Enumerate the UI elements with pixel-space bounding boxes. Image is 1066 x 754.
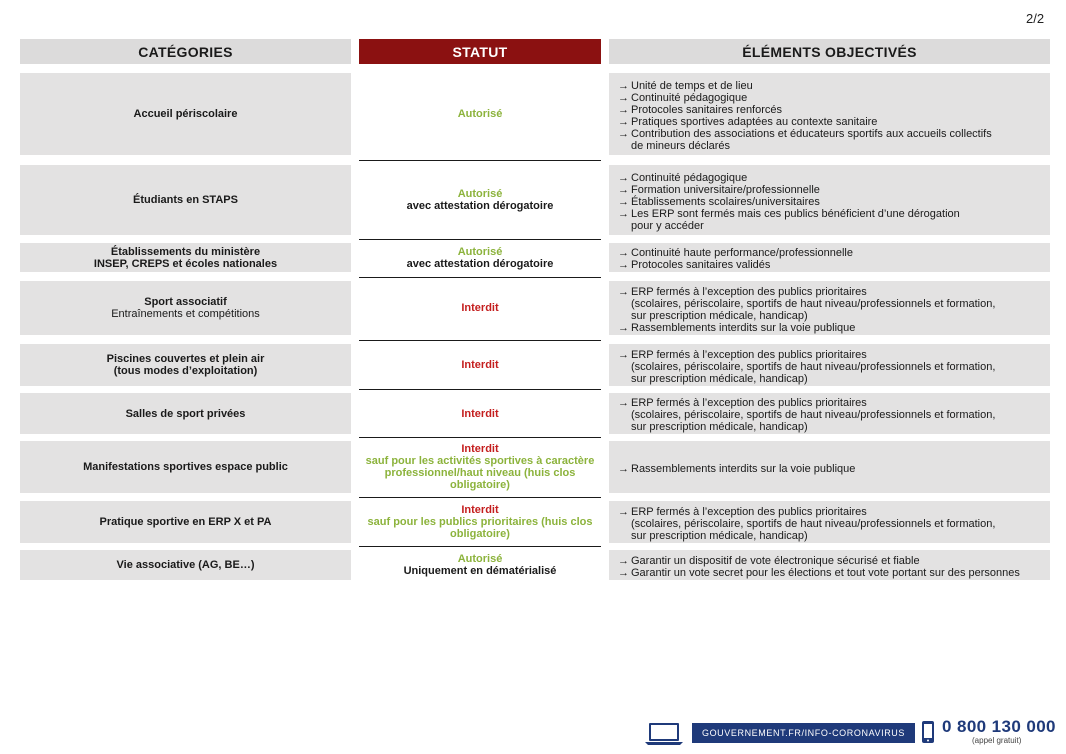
category-cell bbox=[20, 281, 351, 335]
category-label: Accueil périscolaire bbox=[133, 108, 238, 120]
header-elements: ÉLÉMENTS OBJECTIVÉS bbox=[609, 39, 1050, 64]
category-cell bbox=[20, 243, 351, 272]
footer-phone-note: (appel gratuit) bbox=[972, 736, 1022, 745]
category-label: Salles de sport privées bbox=[125, 407, 246, 420]
footer-phone-number: 0 800 130 000 bbox=[942, 717, 1056, 736]
element-text: Les ERP sont fermés mais ces publics bénéficient d’une dérogation bbox=[631, 207, 960, 220]
status-cell bbox=[359, 344, 601, 386]
status-text: Interdit bbox=[461, 504, 499, 516]
elements-cell bbox=[609, 165, 1050, 235]
element-item bbox=[618, 555, 1046, 567]
category-label: (tous modes d’exploitation) bbox=[113, 365, 258, 377]
category-label: Établissements du ministère bbox=[110, 245, 261, 258]
row-divider bbox=[359, 340, 601, 341]
row-divider bbox=[359, 389, 601, 390]
status-text: Autorisé bbox=[457, 245, 503, 258]
category-label: Sport associatif bbox=[144, 296, 227, 308]
status-cell bbox=[359, 393, 601, 434]
category-label: Piscines couvertes et plein air bbox=[106, 353, 265, 365]
status-text: obligatoire) bbox=[450, 479, 510, 491]
row-divider bbox=[359, 160, 601, 161]
category-label: Manifestations sportives espace public bbox=[83, 461, 288, 473]
header-categories: CATÉGORIES bbox=[20, 39, 351, 64]
elements-cell bbox=[609, 393, 1050, 434]
element-text: Établissements scolaires/universitaires bbox=[631, 195, 820, 208]
status-text: sauf pour les publics prioritaires (huis clos bbox=[367, 516, 593, 528]
element-text-continued: pour y accéder bbox=[631, 219, 704, 232]
status-cell bbox=[359, 501, 601, 543]
element-item bbox=[618, 286, 1046, 298]
element-text-continued: sur prescription médicale, handicap) bbox=[631, 421, 808, 433]
element-item bbox=[618, 349, 1046, 361]
element-text: ERP fermés à l’exception des publics prioritaires bbox=[631, 505, 867, 518]
page-number: 2/2 bbox=[1026, 11, 1045, 26]
element-text: Garantir un vote secret pour les élections et tout vote portant sur des personnes bbox=[631, 566, 1020, 579]
header-statut: STATUT bbox=[359, 39, 601, 64]
element-text-continued: (scolaires, périscolaire, sportifs de haut niveau/professionnels et formation, bbox=[631, 297, 996, 310]
element-text: Rassemblements interdits sur la voie publique bbox=[631, 321, 856, 334]
status-cell bbox=[359, 243, 601, 272]
elements-cell bbox=[609, 344, 1050, 386]
arrow-right-icon: → bbox=[618, 195, 629, 208]
status-text: Interdit bbox=[461, 443, 499, 455]
arrow-right-icon: → bbox=[618, 207, 629, 220]
category-label: Étudiants en STAPS bbox=[133, 194, 238, 206]
element-text: Unité de temps et de lieu bbox=[631, 79, 753, 92]
row-divider bbox=[359, 437, 601, 438]
element-item bbox=[618, 80, 1046, 92]
element-text-continued: (scolaires, périscolaire, sportifs de haut niveau/professionnels et formation, bbox=[631, 360, 996, 373]
element-item bbox=[618, 463, 1046, 475]
status-cell bbox=[359, 165, 601, 235]
element-text-continued: sur prescription médicale, handicap) bbox=[631, 529, 808, 542]
category-label: Vie associative (AG, BE…) bbox=[116, 559, 255, 571]
element-text: ERP fermés à l’exception des publics prioritaires bbox=[631, 397, 867, 409]
elements-cell bbox=[609, 501, 1050, 543]
status-text: avec attestation dérogatoire bbox=[406, 200, 554, 212]
row-divider bbox=[359, 497, 601, 498]
elements-cell bbox=[609, 73, 1050, 155]
elements-cell bbox=[609, 550, 1050, 580]
element-text-continued: sur prescription médicale, handicap) bbox=[631, 309, 808, 322]
status-text: Autorisé bbox=[457, 188, 503, 200]
element-item bbox=[618, 104, 1046, 116]
element-item bbox=[618, 116, 1046, 128]
status-text: Interdit bbox=[461, 359, 499, 371]
arrow-right-icon: → bbox=[618, 285, 629, 298]
arrow-right-icon: → bbox=[618, 554, 629, 567]
status-text: Interdit bbox=[461, 407, 499, 420]
element-text: ERP fermés à l’exception des publics prioritaires bbox=[631, 285, 867, 298]
row-divider bbox=[359, 546, 601, 547]
element-text: Protocoles sanitaires validés bbox=[631, 259, 771, 271]
elements-cell bbox=[609, 243, 1050, 272]
arrow-right-icon: → bbox=[618, 103, 629, 116]
status-text: Interdit bbox=[461, 302, 499, 314]
category-cell bbox=[20, 441, 351, 493]
status-text: professionnel/haut niveau (huis clos bbox=[384, 467, 576, 479]
element-text: Pratiques sportives adaptées au contexte sanitaire bbox=[631, 115, 878, 128]
elements-cell bbox=[609, 281, 1050, 335]
element-item bbox=[618, 397, 1046, 409]
element-text-continued: (scolaires, périscolaire, sportifs de haut niveau/professionnels et formation, bbox=[631, 517, 996, 530]
element-item bbox=[618, 247, 1046, 259]
arrow-right-icon: → bbox=[618, 397, 629, 409]
category-cell bbox=[20, 73, 351, 155]
elements-cell bbox=[609, 441, 1050, 493]
phone-icon bbox=[921, 720, 935, 744]
category-cell bbox=[20, 165, 351, 235]
element-item bbox=[618, 184, 1046, 196]
element-text: Garantir un dispositif de vote électronique sécurisé et fiable bbox=[631, 554, 920, 567]
status-text: Autorisé bbox=[457, 553, 503, 565]
arrow-right-icon: → bbox=[618, 321, 629, 334]
arrow-right-icon: → bbox=[618, 247, 629, 259]
element-text-continued: (scolaires, périscolaire, sportifs de haut niveau/professionnels et formation, bbox=[631, 409, 996, 421]
element-text: Continuité haute performance/professionnelle bbox=[631, 247, 853, 259]
arrow-right-icon: → bbox=[618, 462, 629, 475]
laptop-icon bbox=[644, 722, 684, 746]
arrow-right-icon: → bbox=[618, 348, 629, 361]
status-cell bbox=[359, 441, 601, 493]
element-text: Continuité pédagogique bbox=[631, 91, 748, 104]
status-text: Autorisé bbox=[457, 108, 503, 120]
element-item bbox=[618, 128, 1046, 140]
category-cell bbox=[20, 550, 351, 580]
element-item bbox=[618, 506, 1046, 518]
category-cell bbox=[20, 501, 351, 543]
arrow-right-icon: → bbox=[618, 505, 629, 518]
element-item bbox=[618, 208, 1046, 220]
arrow-right-icon: → bbox=[618, 127, 629, 140]
element-text: ERP fermés à l’exception des publics prioritaires bbox=[631, 348, 867, 361]
element-text: Rassemblements interdits sur la voie publique bbox=[631, 462, 856, 475]
element-item bbox=[618, 172, 1046, 184]
element-item bbox=[618, 567, 1046, 579]
row-divider bbox=[359, 277, 601, 278]
status-cell bbox=[359, 281, 601, 335]
status-text: Uniquement en dématérialisé bbox=[403, 565, 557, 577]
arrow-right-icon: → bbox=[618, 566, 629, 579]
category-sublabel: Entraînements et compétitions bbox=[111, 308, 260, 320]
element-item bbox=[618, 259, 1046, 271]
element-item bbox=[618, 322, 1046, 334]
element-text: Formation universitaire/professionnelle bbox=[631, 183, 820, 196]
status-cell bbox=[359, 73, 601, 155]
arrow-right-icon: → bbox=[618, 91, 629, 104]
status-text: avec attestation dérogatoire bbox=[406, 257, 554, 270]
element-text-continued: de mineurs déclarés bbox=[631, 139, 731, 152]
category-label: Pratique sportive en ERP X et PA bbox=[99, 516, 272, 528]
status-text: sauf pour les activités sportives à caractère bbox=[365, 455, 595, 467]
category-label: INSEP, CREPS et écoles nationales bbox=[93, 257, 278, 270]
category-cell bbox=[20, 344, 351, 386]
status-cell bbox=[359, 550, 601, 580]
footer-site-link[interactable]: GOUVERNEMENT.FR/INFO-CORONAVIRUS bbox=[692, 723, 915, 743]
row-divider bbox=[359, 239, 601, 240]
arrow-right-icon: → bbox=[618, 115, 629, 128]
element-text: Continuité pédagogique bbox=[631, 171, 748, 184]
element-item bbox=[618, 196, 1046, 208]
arrow-right-icon: → bbox=[618, 79, 629, 92]
arrow-right-icon: → bbox=[618, 259, 629, 271]
status-text: obligatoire) bbox=[450, 528, 510, 540]
element-text: Protocoles sanitaires renforcés bbox=[631, 103, 783, 116]
element-item bbox=[618, 92, 1046, 104]
arrow-right-icon: → bbox=[618, 171, 629, 184]
element-text: Contribution des associations et éducateurs sportifs aux accueils collectifs bbox=[631, 127, 992, 140]
arrow-right-icon: → bbox=[618, 183, 629, 196]
element-text-continued: sur prescription médicale, handicap) bbox=[631, 372, 808, 385]
category-cell bbox=[20, 393, 351, 434]
